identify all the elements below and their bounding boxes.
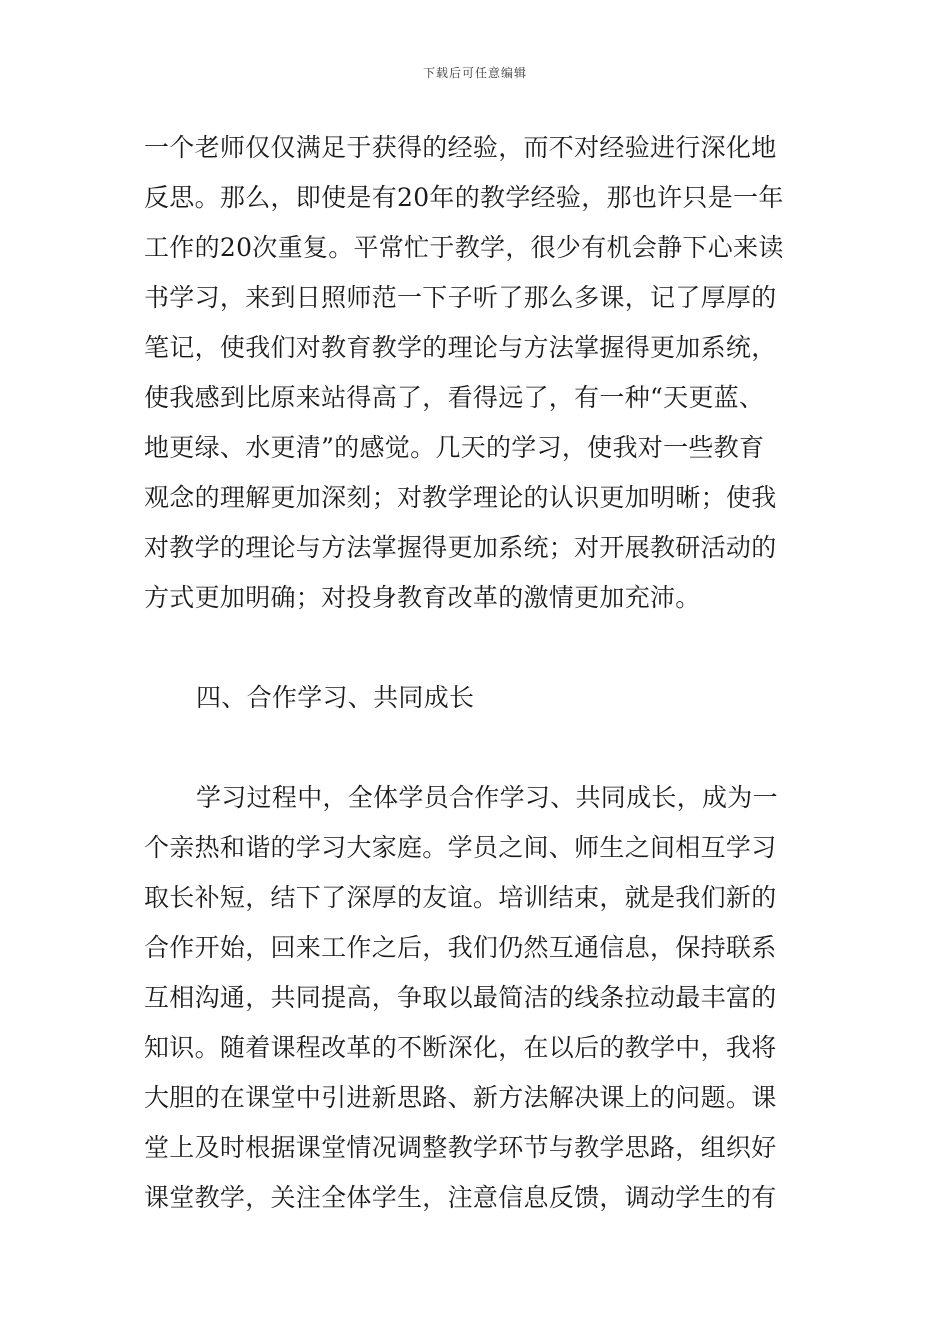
- paragraph-line: 取长补短，结下了深厚的友谊。培训结束，就是我们新的: [144, 883, 777, 912]
- paragraph-line: 大胆的在课堂中引进新思路、新方法解决课上的问题。课: [144, 1083, 777, 1112]
- paragraph-line: 一个老师仅仅满足于获得的经验，而不对经验进行深化地: [144, 133, 777, 162]
- paragraph-line: 个亲热和谐的学习大家庭。学员之间、师生之间相互学习: [144, 833, 777, 862]
- paragraph-line: 合作开始，回来工作之后，我们仍然互通信息，保持联系: [144, 933, 777, 962]
- paragraph-line: 课堂教学，关注全体学生，注意信息反馈，调动学生的有: [144, 1183, 777, 1212]
- page-header: 下载后可任意编辑: [422, 66, 527, 80]
- paragraph-line: 堂上及时根据课堂情况调整教学环节与教学思路，组织好: [144, 1133, 777, 1162]
- paragraph-line: 工作的20次重复。平常忙于教学，很少有机会静下心来读: [144, 233, 784, 262]
- paragraph-line: 对教学的理论与方法掌握得更加系统；对开展教研活动的: [144, 533, 777, 562]
- paragraph-line: 知识。随着课程改革的不断深化，在以后的教学中，我将: [144, 1033, 777, 1062]
- paragraph-line: 地更绿、水更清”的感觉。几天的学习，使我对一些教育: [144, 433, 765, 462]
- paragraph-line: 反思。那么，即使是有20年的教学经验，那也许只是一年: [144, 183, 784, 212]
- paragraph-line: 方式更加明确；对投身教育改革的激情更加充沛。: [144, 583, 701, 612]
- paragraph-line: 笔记，使我们对教育教学的理论与方法掌握得更加系统，: [144, 333, 777, 362]
- paragraph-line: 互相沟通，共同提高，争取以最简洁的线条拉动最丰富的: [144, 983, 777, 1012]
- paragraph-line: 书学习，来到日照师范一下子听了那么多课，记了厚厚的: [144, 283, 777, 312]
- paragraph-line: 观念的理解更加深刻；对教学理论的认识更加明晰；使我: [144, 483, 777, 512]
- paragraph-line: 学习过程中，全体学员合作学习、共同成长，成为一: [196, 783, 778, 812]
- paragraph-line: 使我感到比原来站得高了，看得远了，有一种“天更蓝、: [144, 383, 765, 412]
- section-heading: 四、合作学习、共同成长: [196, 683, 475, 712]
